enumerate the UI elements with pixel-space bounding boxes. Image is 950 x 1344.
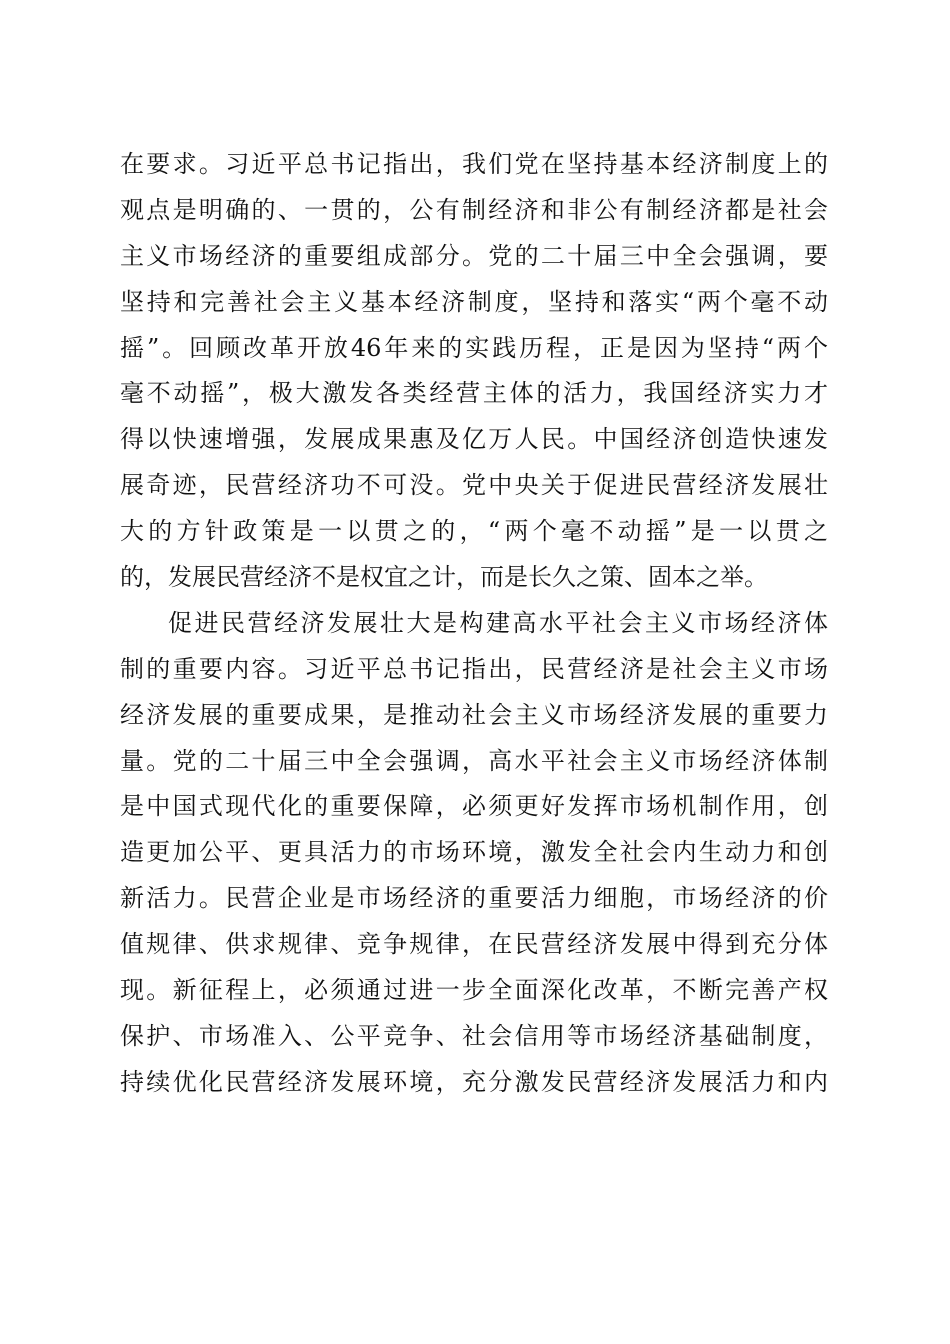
paragraph-1 [120,142,828,601]
text-line: 主义市场经济的重要组成部分。党的二十届三中全会强调，要 [120,241,828,270]
text-line: 现。新征程上，必须通过进一步全面深化改革，不断完善产权 [120,976,828,1005]
text-line: 摇”。回顾改革开放46年来的实践历程，正是因为坚持“两个 [120,333,828,362]
text-line: 在要求。习近平总书记指出，我们党在坚持基本经济制度上的 [120,150,828,178]
text-line: 量。党的二十届三中全会强调，高水平社会主义市场经济体制 [120,746,828,775]
text-line: 大的方针政策是一以贯之的，“两个毫不动摇”是一以贯之 [120,517,828,546]
text-line: 毫不动摇”，极大激发各类经营主体的活力，我国经济实力才 [120,379,828,408]
text-line: 新活力。民营企业是市场经济的重要活力细胞，市场经济的价 [120,884,828,913]
body-text [120,142,828,1106]
text-line: 保护、市场准入、公平竞争、社会信用等市场经济基础制度， [120,1021,828,1050]
text-line: 得以快速增强，发展成果惠及亿万人民。中国经济创造快速发 [120,425,828,454]
text-line: 展奇迹，民营经济功不可没。党中央关于促进民营经济发展壮 [120,471,828,500]
text-line: 坚持和完善社会主义基本经济制度，坚持和落实“两个毫不动 [120,287,828,316]
text-line: 制的重要内容。习近平总书记指出，民营经济是社会主义市场 [120,654,828,683]
text-line: 造更加公平、更具活力的市场环境，激发全社会内生动力和创 [120,838,828,867]
text-line: 观点是明确的、一贯的，公有制经济和非公有制经济都是社会 [120,195,828,224]
paragraph-2 [120,601,828,1106]
text-line: 是中国式现代化的重要保障，必须更好发挥市场机制作用，创 [120,792,828,821]
text-line: 值规律、供求规律、竞争规律，在民营经济发展中得到充分体 [120,930,828,959]
text-line: 持续优化民营经济发展环境，充分激发民营经济发展活力和内 [120,1067,828,1096]
text-line: 经济发展的重要成果，是推动社会主义市场经济发展的重要力 [120,700,828,729]
text-line: 促进民营经济发展壮大是构建高水平社会主义市场经济体 [168,608,828,637]
text-line: 的，发展民营经济不是权宜之计，而是长久之策、固本之举。 [120,563,768,592]
